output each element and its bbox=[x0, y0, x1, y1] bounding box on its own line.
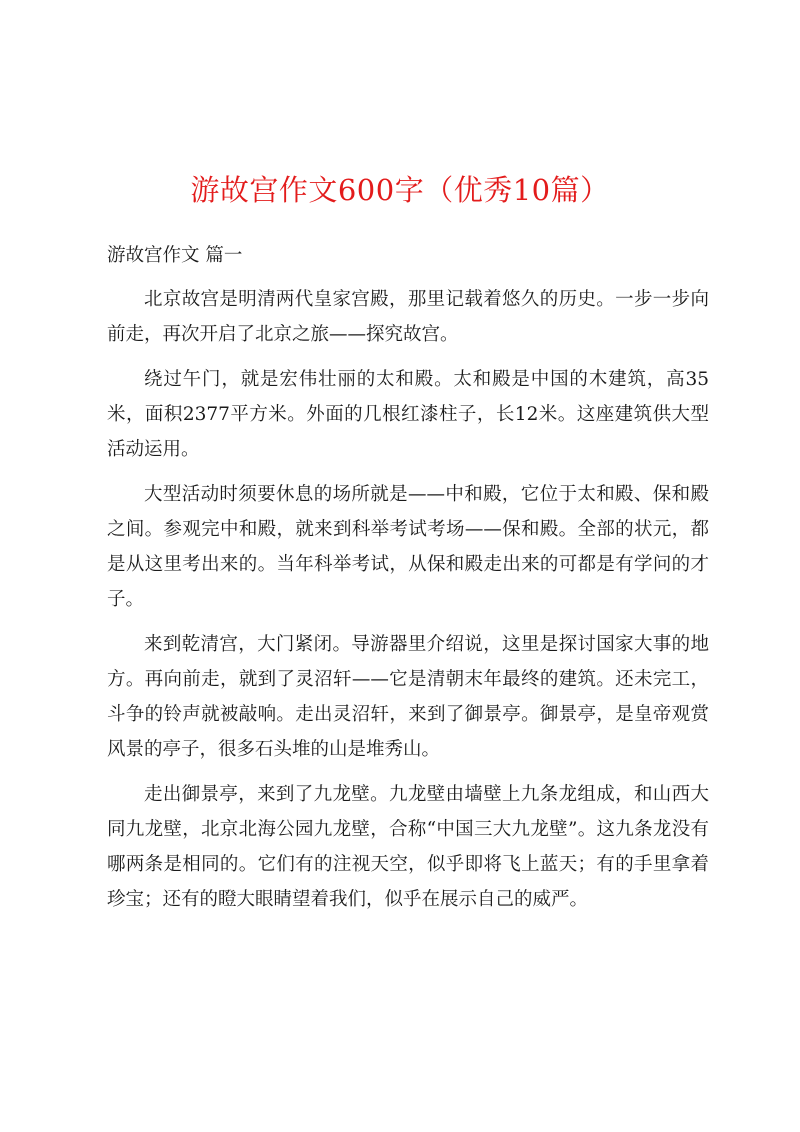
article-body bbox=[107, 282, 709, 927]
paragraph: 北京故宫是明清两代皇家宫殿，那里记载着悠久的历史。一步一步向前走，再次开启了北京之旅——探究故宫。 bbox=[107, 289, 709, 345]
paragraph: 走出御景亭，来到了九龙壁。九龙壁由墙壁上九条龙组成，和山西大同九龙壁，北京北海公园九龙壁，合称“中国三大九龙壁”。这九条龙没有哪两条是相同的。它们有的注视天空，似乎即将飞上蓝天；有的手里拿着珍宝；还有的瞪大眼睛望着我们，似乎在展示自己的威严。 bbox=[107, 784, 709, 910]
section-heading: 游故宫作文 篇一 bbox=[107, 245, 243, 266]
paragraph: 大型活动时须要休息的场所就是——中和殿，它位于太和殿、保和殿之间。参观完中和殿，就来到科举考试考场——保和殿。全部的状元，都是从这里考出来的。当年科举考试，从保和殿走出来的可都是有学问的才子。 bbox=[107, 484, 709, 610]
paragraph: 绕过午门，就是宏伟壮丽的太和殿。太和殿是中国的木建筑，高35米，面积2377平方米。外面的几根红漆柱子，长12米。这座建筑供大型活动运用。 bbox=[107, 369, 709, 460]
paragraph: 来到乾清宫，大门紧闭。导游器里介绍说，这里是探讨国家大事的地方。再向前走，就到了灵沼轩——它是清朝末年最终的建筑。还未完工，斗争的铃声就被敲响。走出灵沼轩，来到了御景亭。御景亭，是皇帝观赏风景的亭子，很多石头堆的山是堆秀山。 bbox=[107, 634, 709, 760]
document-title: 游故宫作文600字（优秀10篇） bbox=[190, 173, 610, 207]
